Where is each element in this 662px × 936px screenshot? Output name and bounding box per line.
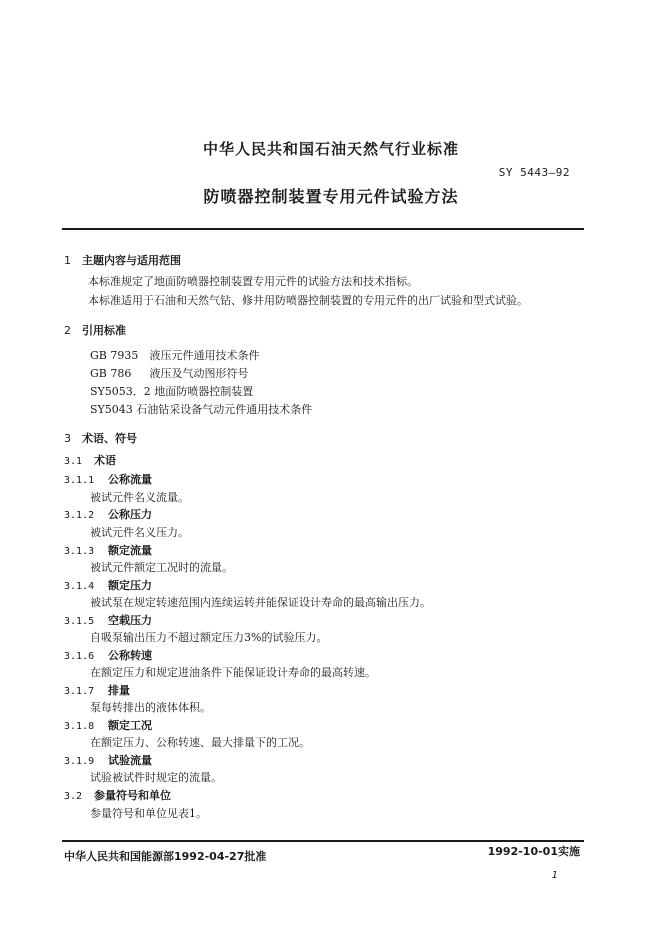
reference-title: 地面防喷器控制装置: [154, 385, 254, 398]
term-definition: 被试元件额定工况时的流量。: [90, 561, 233, 574]
term-title: 试验流量: [108, 754, 152, 767]
reference-title: 液压及气动图形符号: [149, 367, 249, 380]
section-title: 引用标准: [82, 324, 126, 337]
term-number: 3.1.5: [64, 616, 95, 627]
term-title: 额定工况: [108, 719, 152, 732]
document-title: 防喷器控制装置专用元件试验方法: [203, 187, 459, 206]
term-heading: [64, 612, 152, 628]
term-heading: [64, 577, 152, 593]
header-rule: [62, 228, 584, 230]
section-1-para-2: 本标准适用于石油和天然气钻、修井用防喷器控制装置的专用元件的出厂试验和型式试验。: [88, 294, 528, 307]
subsection-3-2-text: 参量符号和单位见表1。: [90, 807, 207, 820]
term-number: 3.1.6: [64, 651, 95, 662]
term-heading: [64, 682, 130, 698]
subsection-number: 3.1: [64, 456, 83, 467]
section-2-heading: [64, 322, 126, 338]
reference-code: GB 786: [90, 367, 132, 380]
page-number: 1: [551, 870, 558, 881]
term-number: 3.1.9: [64, 756, 95, 767]
reference-item: [90, 383, 253, 399]
section-title: 主题内容与适用范围: [82, 254, 181, 267]
term-number: 3.1.2: [64, 510, 95, 521]
footer-rule: [62, 840, 584, 842]
reference-title: 液压元件通用技术条件: [149, 349, 260, 362]
approval-line: 中华人民共和国能源部1992-04-27批准: [64, 850, 267, 863]
term-number: 3.1.3: [64, 546, 95, 557]
term-title: 排量: [108, 684, 130, 697]
reference-code: SY5043: [90, 403, 133, 416]
term-title: 空载压力: [108, 614, 152, 627]
reference-code: SY5053．2: [90, 385, 151, 398]
term-definition: 在额定压力和规定进油条件下能保证设计寿命的最高转速。: [90, 666, 376, 679]
term-definition: 泵每转排出的液体体积。: [90, 701, 211, 714]
term-title: 额定流量: [108, 544, 152, 557]
term-heading: [64, 717, 152, 733]
section-number: 2: [64, 324, 71, 337]
section-1-para-1: 本标准规定了地面防喷器控制装置专用元件的试验方法和技术指标。: [88, 275, 418, 288]
term-definition: 自吸泵输出压力不超过额定压力3%的试验压力。: [90, 631, 328, 644]
term-number: 3.1.4: [64, 581, 95, 592]
standard-code: SY 5443—92: [498, 166, 570, 179]
term-definition: 被试元件名义流量。: [90, 491, 189, 504]
reference-item: [90, 401, 312, 417]
term-number: 3.1.7: [64, 686, 95, 697]
term-definition: 被试元件名义压力。: [90, 526, 189, 539]
section-1-heading: [64, 252, 181, 268]
term-heading: [64, 542, 152, 558]
term-number: 3.1.1: [64, 475, 95, 486]
term-title: 额定压力: [108, 579, 152, 592]
term-title: 公称转速: [108, 649, 152, 662]
term-heading: [64, 471, 152, 487]
term-heading: [64, 506, 152, 522]
term-heading: [64, 647, 152, 663]
subsection-title: 术语: [94, 454, 116, 467]
subsection-title: 参量符号和单位: [94, 789, 171, 802]
term-heading: [64, 752, 152, 768]
subsection-3-2-heading: [64, 787, 171, 803]
section-number: 3: [64, 432, 71, 445]
term-number: 3.1.8: [64, 721, 95, 732]
section-number: 1: [64, 254, 71, 267]
issuing-organization: 中华人民共和国石油天然气行业标准: [202, 140, 459, 158]
term-definition: 试验被试件时规定的流量。: [90, 771, 222, 784]
term-title: 公称流量: [108, 473, 152, 486]
subsection-3-1-heading: [64, 452, 116, 468]
term-definition: 在额定压力、公称转速、最大排量下的工况。: [90, 736, 310, 749]
section-title: 术语、符号: [82, 432, 137, 445]
effective-date: 1992-10-01实施: [487, 845, 580, 858]
term-title: 公称压力: [108, 508, 152, 521]
reference-item: [90, 347, 260, 363]
reference-item: [90, 365, 249, 381]
subsection-number: 3.2: [64, 791, 83, 802]
reference-code: GB 7935: [90, 349, 139, 362]
term-definition: 被试泵在规定转速范围内连续运转并能保证设计寿命的最高输出压力。: [90, 596, 431, 609]
reference-title: 石油钻采设备气动元件通用技术条件: [136, 403, 313, 416]
section-3-heading: [64, 430, 137, 446]
